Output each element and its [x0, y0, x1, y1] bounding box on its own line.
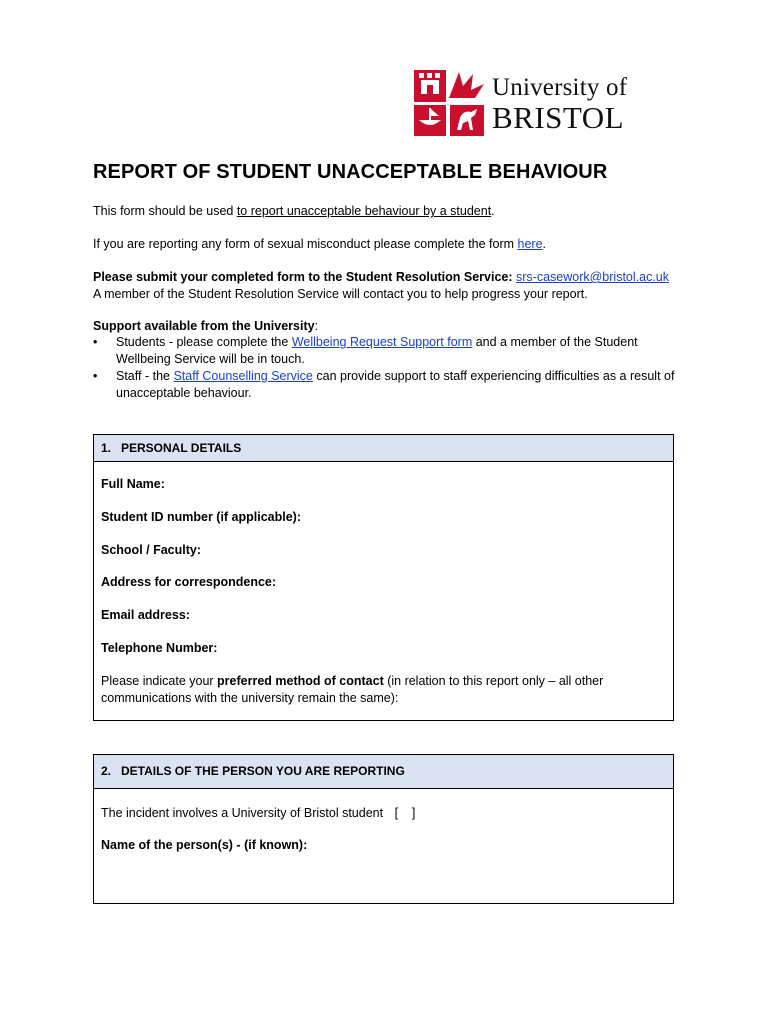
intro-underlined-text: to report unacceptable behaviour by a student: [236, 204, 492, 218]
incident-text: The incident involves a University of Bristol student: [101, 806, 384, 820]
logo-bristol: BRISTOL: [492, 100, 625, 135]
staff-counselling-link[interactable]: Staff Counselling Service: [173, 369, 313, 383]
students-text-after: and a member of the Student Wellbeing Service will be in touch.: [116, 335, 638, 366]
sexual-misconduct-period: .: [542, 237, 547, 251]
list-item-students: [93, 334, 683, 368]
sexual-misconduct-paragraph: [93, 236, 683, 253]
person-name-label: Name of the person(s) - (if known):: [101, 838, 308, 852]
section-number: 1.: [101, 441, 112, 455]
support-heading: [93, 318, 683, 335]
bullet-icon: •: [93, 335, 98, 349]
reported-person-section: [93, 754, 674, 904]
contact-preference-text: [101, 673, 661, 707]
srs-email-link[interactable]: srs-casework@bristol.ac.uk: [516, 270, 670, 284]
student-checkbox[interactable]: [ ]: [394, 806, 416, 820]
section-header: [94, 435, 673, 462]
email-label: Email address:: [101, 608, 190, 622]
university-logo: [413, 68, 658, 138]
support-heading-text: Support available from the University: [93, 319, 315, 333]
student-id-label: Student ID number (if applicable):: [101, 510, 302, 524]
intro-text: This form should be used: [93, 204, 237, 218]
telephone-label: Telephone Number:: [101, 641, 218, 655]
intro-period: .: [491, 204, 495, 218]
submit-paragraph: [93, 269, 683, 303]
page-title: REPORT OF STUDENT UNACCEPTABLE BEHAVIOUR: [93, 161, 608, 183]
list-item-staff: [93, 368, 683, 402]
contact-pref-before: Please indicate your: [101, 674, 218, 688]
staff-text-after: can provide support to staff experiencing difficulties as a result of unacceptable behaviour.: [116, 369, 675, 400]
submit-instruction: Please submit your completed form to the Student Resolution Service:: [93, 270, 516, 284]
logo-university-of: University of: [492, 74, 628, 101]
support-heading-colon: :: [314, 319, 319, 333]
staff-text: Staff - the: [116, 369, 174, 383]
intro-paragraph: [93, 203, 683, 220]
personal-details-section: [93, 434, 674, 721]
section-title: DETAILS OF THE PERSON YOU ARE REPORTING: [121, 764, 405, 778]
contact-pref-bold: preferred method of contact: [217, 674, 384, 688]
students-text: Students - please complete the: [116, 335, 292, 349]
university-crest-icon: [413, 68, 485, 138]
bullet-icon: •: [93, 369, 98, 383]
address-label: Address for correspondence:: [101, 575, 277, 589]
incident-student-row: [101, 805, 661, 822]
sexual-misconduct-text: If you are reporting any form of sexual misconduct please complete the form: [93, 237, 518, 251]
full-name-label: Full Name:: [101, 477, 165, 491]
wellbeing-form-link[interactable]: Wellbeing Request Support form: [291, 335, 473, 349]
school-faculty-label: School / Faculty:: [101, 543, 202, 557]
section-number: 2.: [101, 764, 112, 778]
support-list: [93, 334, 683, 402]
submit-followup: A member of the Student Resolution Service will contact you to help progress your report.: [93, 287, 588, 301]
contact-pref-after: (in relation to this report only – all other communications with the university remain the same):: [101, 674, 604, 705]
section-title: PERSONAL DETAILS: [121, 441, 242, 455]
section-header: [94, 755, 673, 789]
here-link[interactable]: here: [517, 237, 543, 251]
